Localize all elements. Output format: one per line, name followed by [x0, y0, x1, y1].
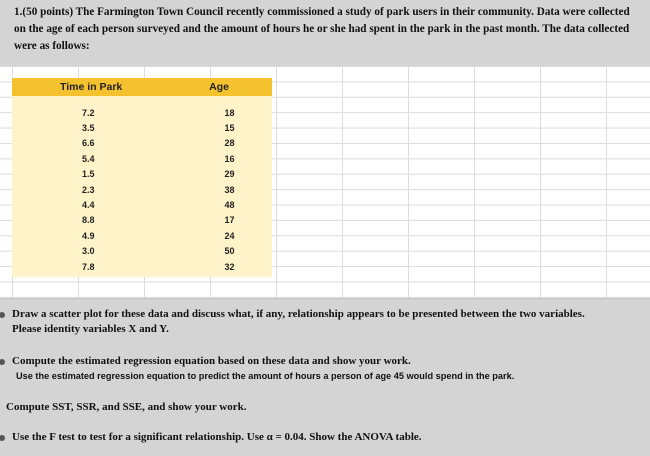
table-row	[12, 105, 272, 120]
time-in-park-cell: 7.8	[82, 261, 95, 272]
time-in-park-cell: 5.4	[82, 153, 95, 164]
table-row	[12, 244, 272, 259]
table-row	[12, 167, 272, 182]
table-row	[12, 120, 272, 135]
age-cell: 28	[224, 138, 235, 149]
age-cell: 17	[224, 215, 235, 226]
header-time-in-park: Time in Park	[60, 81, 123, 93]
spacer-row	[12, 96, 272, 105]
table-body	[12, 105, 272, 274]
part-b-line1: Compute the estimated regression equation based on these data and show your work.	[12, 355, 411, 367]
age-cell: 29	[224, 169, 235, 180]
table-row	[12, 151, 272, 166]
part-a	[12, 307, 642, 337]
time-in-park-cell: 3.5	[82, 123, 95, 134]
age-cell: 32	[224, 261, 235, 272]
bullet-icon	[0, 435, 5, 441]
part-d	[12, 430, 642, 445]
bullet-icon	[0, 312, 5, 318]
age-cell: 16	[224, 153, 235, 164]
table-row	[12, 197, 272, 212]
divider	[0, 298, 650, 299]
time-in-park-cell: 4.9	[82, 230, 95, 241]
time-in-park-cell: 1.5	[82, 169, 95, 180]
part-c	[6, 400, 636, 415]
age-cell: 18	[224, 107, 235, 118]
age-cell: 24	[224, 230, 235, 241]
age-cell: 50	[224, 246, 235, 257]
part-a-line1: Draw a scatter plot for these data and discuss what, if any, relationship appears to be presented between the two variables.	[12, 308, 585, 320]
age-cell: 48	[224, 200, 235, 211]
table-bottom-pad	[12, 274, 272, 277]
time-in-park-cell: 6.6	[82, 138, 95, 149]
part-c-line1: Compute SST, SSR, and SSE, and show your work.	[6, 401, 247, 413]
table-row	[12, 136, 272, 151]
data-table	[12, 78, 272, 277]
part-b-line2: Use the estimated regression equation to predict the amount of hours a person of age 45 would spend in the park.	[16, 371, 515, 381]
bullet-icon	[0, 359, 5, 365]
instructions-panel	[0, 298, 650, 456]
table-row	[12, 228, 272, 243]
table-row	[12, 259, 272, 274]
header-age: Age	[209, 81, 229, 93]
age-cell: 38	[224, 184, 235, 195]
spreadsheet-area	[0, 66, 650, 298]
time-in-park-cell: 8.8	[82, 215, 95, 226]
part-d-line1: Use the F test to test for a significant relationship. Use α = 0.04. Show the ANOVA table.	[12, 431, 422, 443]
time-in-park-cell: 7.2	[82, 107, 95, 118]
time-in-park-cell: 4.4	[82, 200, 95, 211]
question-header	[0, 0, 650, 66]
part-a-line2: Please identity variables X and Y.	[12, 323, 169, 335]
table-header-row	[12, 78, 272, 96]
time-in-park-cell: 2.3	[82, 184, 95, 195]
table-row	[12, 182, 272, 197]
question-intro: 1.(50 points) The Farmington Town Council recently commissioned a study of park users in their community. Data were collected on the age of each person surveyed and the amount of hours he or she had spent in the park in the past month. The data collected were as follows:	[14, 6, 630, 52]
part-b	[12, 354, 642, 384]
table-row	[12, 213, 272, 228]
time-in-park-cell: 3.0	[82, 246, 95, 257]
age-cell: 15	[224, 123, 235, 134]
